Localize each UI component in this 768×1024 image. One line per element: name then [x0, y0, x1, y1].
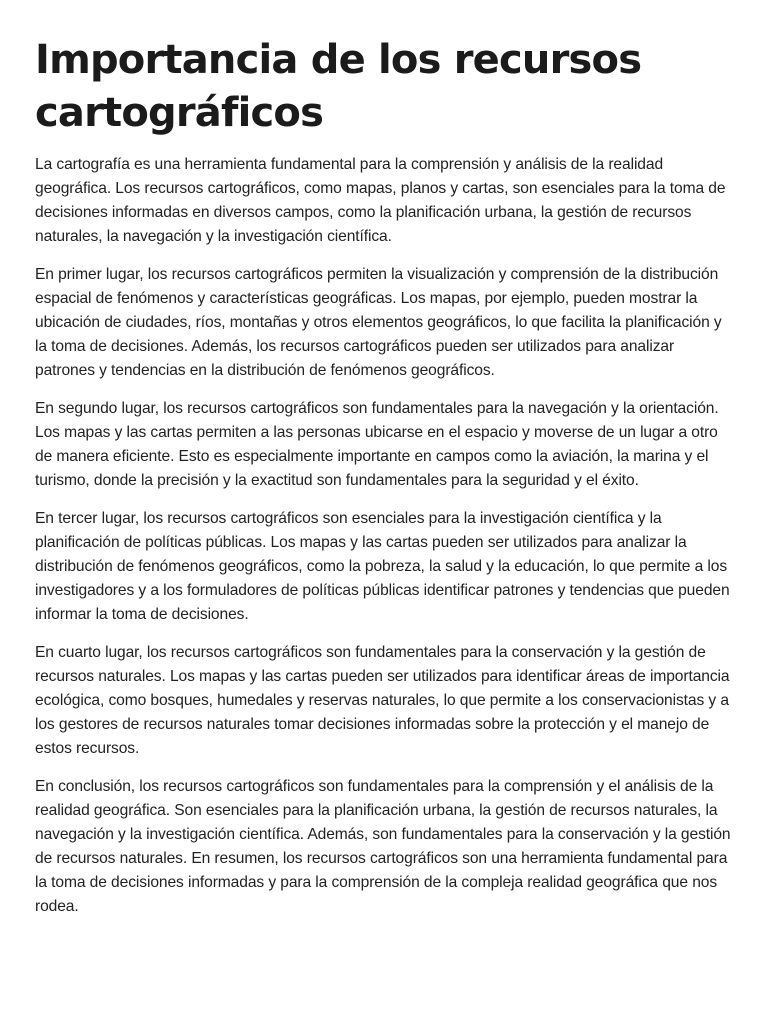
paragraph-first: En primer lugar, los recursos cartográficos permiten la visualización y comprensión de la distribución espacial de fenómenos y características geográficas. Los mapas, por ejemplo, pueden mostrar la ubicación de ciudades, ríos, montañas y otros elementos geográficos, lo que facilita la planificación y la toma de decisiones. Además, los recursos cartográficos pueden ser utilizados para analizar patrones y tendencias en la distribución de fenómenos geográficos. [35, 266, 722, 379]
paragraph-intro: La cartografía es una herramienta fundamental para la comprensión y análisis de la realidad geográfica. Los recursos cartográficos, como mapas, planos y cartas, son esenciales para la toma de decisiones informadas en diversos campos, como la planificación urbana, la gestión de recursos naturales, la navegación y la investigación científica. [35, 156, 726, 245]
paragraph-conclusion: En conclusión, los recursos cartográficos son fundamentales para la comprensión y el análisis de la realidad geográfica. Son esenciales para la planificación urbana, la gestión de recursos naturales, la navegación y la investigación científica. Además, son fundamentales para la conservación y la gestión de recursos naturales. En resumen, los recursos cartográficos son una herramienta fundamental para la toma de decisiones informadas y para la comprensión de la compleja realidad geográfica que nos rodea. [35, 778, 731, 915]
paragraph-fourth: En cuarto lugar, los recursos cartográficos son fundamentales para la conservación y la gestión de recursos naturales. Los mapas y las cartas pueden ser utilizados para identificar áreas de importancia ecológica, como bosques, humedales y reservas naturales, lo que permite a los conservacionistas y a los gestores de recursos naturales tomar decisiones informadas sobre la protección y el manejo de estos recursos. [35, 644, 730, 757]
paragraph-second: En segundo lugar, los recursos cartográficos son fundamentales para la navegación y la orientación. Los mapas y las cartas permiten a las personas ubicarse en el espacio y moverse de un lugar a otro de manera eficiente. Esto es especialmente importante en campos como la aviación, la marina y el turismo, donde la precisión y la exactitud son fundamentales para la seguridad y el éxito. [35, 400, 719, 489]
article [35, 34, 735, 933]
article-title: Importancia de los recursos cartográficos [35, 37, 642, 136]
paragraph-third: En tercer lugar, los recursos cartográficos son esenciales para la investigación científica y la planificación de políticas públicas. Los mapas y las cartas pueden ser utilizados para analizar la distribución de fenómenos geográficos, como la pobreza, la salud y la educación, lo que permite a los investigadores y a los formuladores de políticas públicas identificar patrones y tendencias que pueden informar la toma de decisiones. [35, 510, 730, 623]
